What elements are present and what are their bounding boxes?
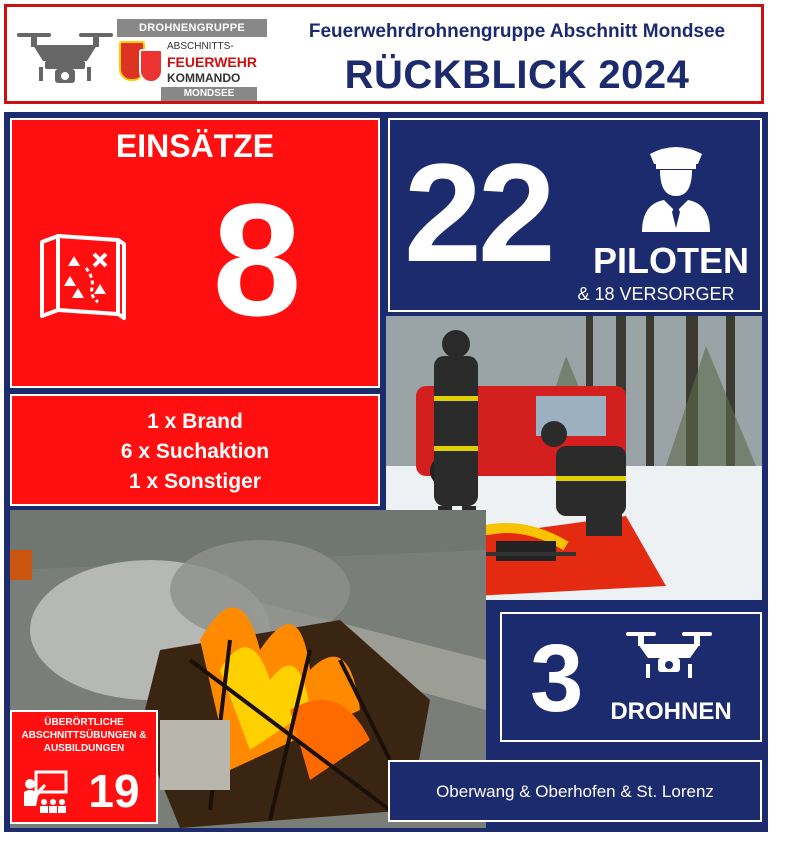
piloten-label: PILOTEN — [592, 240, 749, 281]
orte-box — [388, 760, 762, 822]
drone-icon — [624, 628, 714, 688]
uebungen-box — [10, 710, 158, 824]
piloten-box — [388, 118, 762, 312]
org-logo-line5: MONDSEE — [161, 87, 257, 101]
flame-crest-icon — [139, 49, 163, 83]
einsatz-type: 1 x Brand — [147, 410, 243, 433]
uebungen-text: ÜBERÖRTLICHE ABSCHNITTSÜBUNGEN & AUSBILDUNGEN — [21, 717, 147, 754]
piloten-sub: & 18 VERSORGER — [577, 284, 735, 304]
org-logo-line3: FEUERWEHR — [167, 54, 257, 70]
org-logo — [117, 19, 267, 101]
training-icon — [22, 770, 68, 814]
einsaetze-box — [10, 118, 380, 388]
einsaetze-count: 8 — [212, 170, 302, 349]
header-subtitle: RÜCKBLICK 2024 — [344, 53, 690, 97]
piloten-count: 22 — [404, 134, 552, 291]
uebungen-count: 19 — [88, 765, 140, 817]
einsatz-type: 6 x Suchaktion — [120, 440, 270, 463]
drone-logo-icon — [15, 27, 115, 92]
org-logo-line1: DROHNENGRUPPE — [117, 19, 267, 37]
einsaetze-title: EINSÄTZE — [115, 128, 275, 164]
drohnen-count: 3 — [530, 625, 584, 732]
drohnen-label: DROHNEN — [610, 698, 732, 725]
map-icon — [34, 232, 128, 322]
orte-text: Oberwang & Oberhofen & St. Lorenz — [436, 782, 714, 801]
org-logo-line2: ABSCHNITTS- — [167, 41, 234, 52]
org-logo-line4: KOMMANDO — [167, 71, 241, 85]
pilot-icon — [638, 140, 714, 232]
header — [4, 4, 764, 104]
einsatz-types-box — [10, 394, 380, 506]
header-title: Feuerwehrdrohnengruppe Abschnitt Mondsee — [308, 21, 726, 42]
drohnen-box — [500, 612, 762, 742]
einsatz-type: 1 x Sonstiger — [129, 470, 261, 493]
